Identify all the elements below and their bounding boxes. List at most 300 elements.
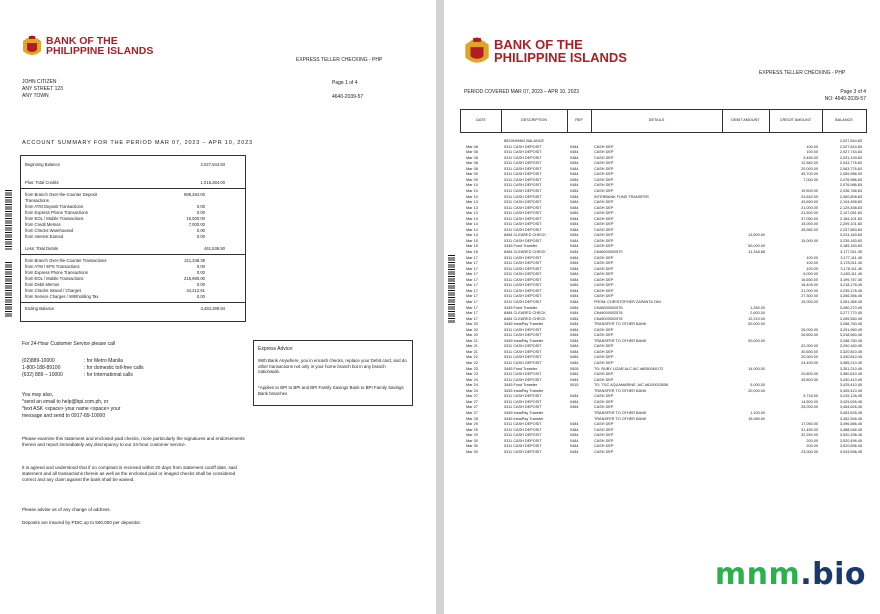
table-cell: 0484 [570, 255, 579, 260]
table-cell: 3,453,526.45 [839, 410, 862, 415]
bpi-crest-icon [22, 33, 42, 59]
table-row [460, 328, 865, 333]
column-header: DEBIT AMOUNT [731, 118, 760, 122]
table-cell: Mar 29 [466, 422, 478, 427]
summary-item-label: from Branch Over-the-Counter Deposit [25, 192, 97, 197]
table-cell: 0484 [570, 394, 579, 399]
table-cell: 0484 [570, 238, 579, 243]
table-row [460, 178, 865, 183]
table-cell: 0311 CASH DEPOSIT [504, 344, 542, 349]
table-cell: 0484 [570, 266, 579, 271]
table-row [460, 322, 865, 327]
total-credits-value: 1,016,284.00 [200, 180, 225, 185]
barcode-right [448, 255, 455, 323]
table-cell: 15,000.00 [801, 222, 818, 227]
beginning-balance-value: 2,027,544.83 [200, 162, 225, 167]
bank-name-line1: BANK OF THE [494, 37, 583, 52]
table-cell: 0311 CASH DEPOSIT [504, 261, 542, 266]
table-cell: 0311 CASH DEPOSIT [504, 349, 542, 354]
table-cell: 0484 [570, 222, 579, 227]
summary-item-value: 0.00 [196, 234, 205, 239]
table-cell: CASH DEP [594, 405, 614, 410]
table-cell: 3,290,160.45 [839, 344, 862, 349]
column-divider [822, 110, 823, 132]
table-cell: Mar 29 [466, 427, 478, 432]
table-cell: 49,800.00 [801, 377, 818, 382]
table-cell: 0484 [570, 144, 579, 149]
summary-item-label: from ATM / EPS Transactions [25, 264, 80, 269]
bank-name-line2: PHILIPPINE ISLANDS [494, 50, 627, 65]
summary-item-label: from Interest Earned [25, 234, 64, 239]
table-cell: 3445 InstaPay Transfer [504, 338, 544, 343]
table-cell: 2,031,194.83 [839, 155, 862, 160]
table-row [460, 361, 865, 366]
table-cell: 3,178,011.45 [840, 261, 862, 266]
bpi-logo [464, 34, 627, 68]
table-cell: 26,600.00 [801, 333, 818, 338]
summary-item [25, 294, 205, 300]
table-cell: 0311 CASH DEPOSIT [504, 183, 542, 188]
table-cell: CASH DEP [594, 333, 614, 338]
column-header: BALANCE [835, 118, 853, 122]
table-cell: 0311 CASH DEPOSIT [504, 222, 542, 227]
table-cell: 3,450.00 [803, 155, 818, 160]
table-cell: 0311 CASH DEPOSIT [504, 150, 542, 155]
table-row [460, 333, 865, 338]
table-cell: 24,400.00 [801, 361, 818, 365]
table-row [460, 450, 865, 455]
contact-line: You may also, [22, 392, 54, 398]
table-cell: Mar 08 [466, 155, 478, 160]
table-cell: CASH DEP [594, 266, 614, 271]
table-row [460, 433, 865, 438]
column-header: DATE [476, 118, 486, 122]
table-cell: Mar 30 [466, 449, 478, 454]
table-cell: 0484 [570, 311, 579, 316]
table-row [460, 400, 865, 405]
table-cell: CASH DEP [594, 294, 614, 299]
table-cell: 0311 CASH DEPOSIT [504, 355, 542, 360]
table-cell: 2,600.00 [750, 311, 765, 316]
table-cell: 0311 CASH DEPOSIT [504, 377, 542, 382]
table-cell: 45,700.00 [801, 172, 818, 177]
table-cell: 3,281,366.45 [839, 299, 862, 304]
table-row [460, 239, 865, 244]
summary-item-value: 215,980.00 [184, 276, 205, 281]
table-cell: 0311 CASH DEPOSIT [504, 211, 542, 216]
table-row [460, 422, 865, 427]
table-cell: 0484 [570, 449, 579, 454]
table-cell: 0311 CASH DEPOSIT [504, 188, 542, 193]
table-cell: Mar 08 [466, 166, 478, 171]
table-cell: CASH DEP [594, 344, 614, 349]
table-cell: Mar 29 [466, 433, 478, 438]
table-cell: 0311 CASH DEPOSIT [504, 227, 542, 232]
table-cell: 25,000.00 [801, 405, 818, 410]
table-cell: Mar 13 [466, 200, 478, 205]
table-cell: 8484 CLEARED CHECK [504, 316, 546, 321]
table-cell: 0311 CASH DEPOSIT [504, 216, 542, 221]
table-cell: 3,291,960.45 [839, 327, 862, 332]
watermark-text-b: .bio [800, 557, 866, 592]
table-cell: 0484 [570, 438, 579, 443]
table-cell: 0484 [570, 294, 579, 299]
summary-item-label: from Service Charges / Withholding Tax [25, 294, 99, 299]
table-cell: Mar 21 [466, 344, 478, 349]
table-cell: 3445 Fund Transfer [504, 244, 538, 249]
summary-item-label: from Checks Issued / Charges [25, 288, 82, 293]
summary-item-value: 988,284.00 [184, 192, 205, 197]
table-cell: 3,340,810.45 [839, 355, 862, 360]
account-type: EXPRESS TELLER CHECKING - PHP [759, 70, 846, 76]
table-cell: 0311 CASH DEPOSIT [504, 433, 542, 438]
table-cell: Mar 17 [466, 261, 478, 266]
table-cell: 0311 CASH DEPOSIT [504, 144, 542, 149]
table-cell: 100.00 [806, 261, 818, 266]
phone-desc: : for International calls [84, 372, 133, 378]
table-cell: 0311 CASH DEPOSIT [504, 255, 542, 260]
ending-balance-value: 3,484,289.84 [200, 306, 225, 311]
phone-row [22, 358, 242, 365]
bank-name-line1: BANK OF THE [46, 34, 118, 47]
table-cell: 3,280,270.45 [839, 305, 862, 310]
table-cell: CASH DEP [594, 377, 614, 382]
transaction-table-header [460, 109, 867, 133]
table-row [460, 167, 865, 172]
table-cell: Mar 08 [466, 144, 478, 149]
table-cell: Mar 08 [466, 150, 478, 155]
table-cell: 32,250.00 [801, 433, 818, 438]
table-cell: Mar 23 [466, 366, 478, 371]
table-cell: Mar 17 [466, 277, 478, 282]
table-cell: CASH DEP [594, 427, 614, 432]
table-cell: 3,277,770.45 [839, 311, 862, 316]
table-cell: 2,027,644.83 [839, 144, 862, 149]
table-cell: 0484 [570, 444, 579, 449]
table-cell: 0484 [570, 427, 579, 432]
summary-item-label: Transactions [25, 198, 49, 203]
table-cell: 2,060,808.83 [839, 194, 862, 199]
table-cell: 0311 CASH DEPOSIT [504, 438, 542, 443]
table-row [460, 161, 865, 166]
table-cell: 0311 CASH DEPOSIT [504, 299, 542, 304]
table-cell: 2,036,786.83 [839, 188, 862, 193]
table-cell: 0484 [570, 344, 579, 349]
table-cell: 50,000.00 [748, 244, 765, 249]
summary-item-value: 0.00 [196, 228, 205, 233]
table-cell: 30,650.00 [801, 349, 818, 354]
table-cell: Mar 30 [466, 438, 478, 443]
table-cell: 3,177,111.45 [840, 255, 862, 260]
table-cell: Mar 24 [466, 377, 478, 382]
table-cell: 0311 CASH DEPOSIT [504, 172, 542, 177]
table-cell: 27,300.00 [801, 294, 818, 299]
table-cell: 0484 [570, 333, 579, 338]
table-cell: 3,239,176.45 [839, 288, 862, 293]
table-cell: 3,405,410.45 [839, 388, 862, 393]
table-row [460, 261, 865, 266]
phone-number: (632) 889 – 10000 [22, 372, 63, 378]
table-row [460, 339, 865, 344]
table-row [460, 244, 865, 249]
summary-item-value: 0.00 [196, 294, 205, 299]
table-cell: 0484 [570, 205, 579, 210]
table-cell: 12,582.00 [801, 161, 818, 166]
table-row [460, 300, 865, 305]
table-cell: 0311 CASH DEPOSIT [504, 205, 542, 210]
note-paragraph: Please advise us of any change of address. [22, 507, 111, 512]
table-cell: Mar 10 [466, 194, 478, 199]
table-cell: Mar 09 [466, 172, 478, 177]
table-cell: 14,000.00 [748, 366, 765, 371]
table-cell: Mar 15 [466, 238, 478, 243]
table-cell: 0311 CASH DEPOSIT [504, 272, 542, 277]
table-cell: CASH DEP [594, 349, 614, 354]
note-paragraph: Deposits are insured by PDIC up to 500,000 per depositor. [22, 520, 141, 525]
table-cell: 0484 [570, 183, 579, 188]
table-cell: 3,183,111.45 [840, 272, 862, 277]
table-cell: Mar 27 [466, 399, 478, 404]
barcode-left [5, 190, 12, 250]
column-header: DESCRIPTION [521, 118, 547, 122]
table-cell: 7,000.00 [803, 177, 818, 182]
table-row [460, 217, 865, 222]
table-cell: Mar 21 [466, 349, 478, 354]
table-cell: 2,043,776.83 [839, 161, 862, 166]
table-cell: 3,189,183.83 [839, 244, 862, 249]
table-row [460, 156, 865, 161]
table-cell: 0484 [570, 216, 579, 221]
table-cell: 0311 CASH DEPOSIT [504, 283, 542, 288]
table-row [460, 289, 865, 294]
table-cell: 3445 InstaPay Transfer [504, 388, 544, 393]
table-cell: 0311 CASH DEPOSIT [504, 288, 542, 293]
bpi-logo [22, 33, 153, 59]
table-cell: Mar 10 [466, 183, 478, 188]
page-label: Page 3 of 4 [840, 89, 866, 95]
table-cell: 2,069,986.00 [839, 172, 862, 177]
table-cell: 2,147,051.83 [839, 211, 862, 216]
table-cell: 14,500.00 [801, 399, 818, 404]
table-row [460, 172, 865, 177]
table-cell: TO: RUBY LIZAR ALC AIC #8050060172 [594, 366, 664, 371]
table-cell: 0484 [570, 322, 579, 327]
transaction-table-body [460, 139, 865, 469]
table-cell: 2,184,101.83 [839, 216, 862, 221]
table-cell: 0015 [570, 383, 579, 388]
table-row [460, 145, 865, 150]
table-cell: TRANSFER TO OTHER BANK [594, 388, 647, 393]
table-cell: 0484 [570, 405, 579, 410]
summary-item-label: from Express Phone Transactions [25, 270, 88, 275]
table-cell: CASH DEP [594, 327, 614, 332]
summary-item-value: 34,212.61 [186, 288, 205, 293]
table-cell: CASH DEP [594, 433, 614, 438]
column-divider [501, 110, 502, 132]
table-cell: TRANSFER TO OTHER BANK [594, 410, 647, 415]
table-cell: CASH DEP [594, 399, 614, 404]
table-cell: TRANSFER TO OTHER BANK [594, 322, 647, 327]
column-divider [591, 110, 592, 132]
table-cell: 3,239,183.83 [839, 238, 862, 243]
table-cell: 3,520,496.45 [839, 438, 862, 443]
table-cell: CASH DEP [594, 244, 614, 249]
table-cell: 3445 InstaPay Transfer [504, 322, 544, 327]
table-cell: 2,125,458.83 [839, 205, 862, 210]
table-cell: 0311 CASH DEPOSIT [504, 177, 542, 182]
table-cell: Mar 22 [466, 355, 478, 360]
table-cell: 26,000.00 [801, 327, 818, 332]
table-cell: Mar 17 [466, 294, 478, 299]
table-cell: 9,716.00 [803, 394, 818, 399]
summary-item-label: from Credit Memos [25, 222, 61, 227]
table-row [460, 350, 865, 355]
customer-name: JOHN CITIZEN [22, 79, 57, 85]
table-cell: 0484 [570, 244, 579, 249]
table-row [460, 256, 865, 261]
table-cell: 100.00 [806, 150, 818, 155]
table-cell: 0484 [570, 150, 579, 155]
column-divider [769, 110, 770, 132]
table-cell: 20,000.00 [801, 355, 818, 360]
table-cell: 3,425,410.45 [839, 383, 862, 388]
table-cell: 28,982.00 [801, 227, 818, 232]
table-cell: 0484 [570, 233, 579, 238]
table-cell: 3,488,046.45 [839, 427, 862, 432]
total-debits-label: Less: Total Debits [25, 246, 58, 251]
table-cell: 0311 CASH DEPOSIT [504, 449, 542, 454]
statement-page-3 [444, 0, 880, 614]
table-cell: 0484 [570, 316, 579, 321]
table-row [460, 228, 865, 233]
table-cell: 3,178,111.45 [840, 266, 862, 271]
table-cell: Mar 17 [466, 272, 478, 277]
table-cell: 0311 CASH DEPOSIT [504, 372, 542, 377]
table-row [460, 428, 865, 433]
table-cell: 2,237,883.83 [839, 227, 862, 232]
table-row [460, 250, 865, 255]
table-cell: 1,100.00 [750, 410, 765, 415]
table-cell: CASH DEP [594, 188, 614, 193]
table-cell: CASH DEP [594, 283, 614, 288]
table-cell: Mar 20 [466, 333, 478, 338]
table-cell: CASH DEP [594, 272, 614, 277]
table-cell: CASH DEP [594, 216, 614, 221]
summary-item-label: from EOL / Mobile Transactions [25, 276, 84, 281]
table-cell: Mar 16 [466, 250, 478, 254]
table-cell: 0505 [570, 366, 579, 371]
table-cell: 0484 [570, 272, 579, 277]
total-credits-label: Plus: Total Credits [25, 180, 59, 185]
table-cell: INTERBANK FUND TRANSFER [594, 194, 649, 199]
table-cell: CASH DEP [594, 238, 614, 243]
table-cell: CASH DEP [594, 438, 614, 443]
table-cell: CASH DEP [594, 288, 614, 293]
table-cell: Mar 30 [466, 444, 478, 449]
table-row [460, 233, 865, 238]
table-cell: Mar 13 [466, 205, 478, 210]
beginning-balance-label: Beginning Balance [25, 162, 60, 167]
table-cell: 3,943,596.45 [839, 449, 862, 454]
table-cell: 0484 [570, 261, 579, 266]
table-row [460, 389, 865, 394]
table-cell: Mar 20 [466, 327, 478, 332]
table-cell: 3,429,626.45 [839, 399, 862, 404]
table-cell: CASH DEP [594, 155, 614, 160]
table-cell: 8484 CLEARED CHECK [504, 250, 546, 254]
table-cell: 0484 [570, 361, 579, 365]
column-header: CREDIT AMOUNT [779, 118, 812, 122]
table-row [460, 206, 865, 211]
statement-page-1 [0, 0, 436, 614]
table-cell: CASH DEP [594, 372, 614, 377]
table-cell: 20,000.00 [801, 166, 818, 171]
phone-desc: : for domestic toll-free calls [84, 365, 144, 371]
table-cell: Mar 17 [466, 255, 478, 260]
table-cell: 0484 [570, 250, 579, 254]
table-cell: 3,320,810.45 [839, 349, 862, 354]
table-cell: 0484 [570, 288, 579, 293]
table-cell: CASH DEP [594, 222, 614, 227]
table-cell: TO: TGC AQUAMARINE, AIC #8100003556 [594, 383, 669, 388]
table-cell: 0484 [570, 200, 579, 205]
table-cell: 0311 CASH DEPOSIT [504, 166, 542, 171]
table-cell: Mar 13 [466, 211, 478, 216]
table-cell: 0311 CASH DEPOSIT [504, 155, 542, 160]
table-cell: 0311 CASH DEPOSIT [504, 427, 542, 432]
express-advice-box [253, 340, 413, 406]
table-cell: 0484 [570, 422, 579, 427]
table-row [460, 367, 865, 372]
table-cell: 0484 [570, 299, 579, 304]
watermark-text-a: mnm [714, 557, 801, 592]
table-cell: CASH DEP [594, 422, 614, 427]
advice-note: *Applies to BPI to BPI and BPI Family Savings Bank to BPI Family Savings Bank branches [258, 385, 404, 396]
table-cell: 3,265,560.45 [839, 316, 862, 321]
summary-item-label: from Checks Warehoused [25, 228, 74, 233]
table-row [460, 211, 865, 216]
table-cell: 3,351,210.45 [839, 366, 862, 371]
table-cell: 0311 CASH DEPOSIT [504, 394, 542, 399]
table-cell: 0484 [570, 194, 579, 199]
table-cell: 5,000.00 [750, 383, 765, 388]
column-header: REF [575, 118, 583, 122]
table-cell: 100.00 [806, 144, 818, 149]
table-cell: 0484 [570, 283, 579, 288]
table-cell: 19,500.00 [801, 188, 818, 193]
table-cell: 3,266,366.45 [839, 294, 862, 299]
table-row [460, 150, 865, 155]
table-cell: 0484 [570, 377, 579, 382]
table-row [460, 439, 865, 444]
table-cell: 3445 InstaPay Transfer [504, 410, 544, 415]
table-cell: 0484 [570, 277, 579, 282]
summary-item-value: 0.00 [196, 270, 205, 275]
table-cell: CASH DEP [594, 166, 614, 171]
table-cell: 3,452,546.45 [839, 416, 862, 421]
table-cell: 2,063,776.83 [839, 166, 862, 171]
table-cell: CASH DEP [594, 227, 614, 232]
table-cell: 24,642.00 [801, 194, 818, 199]
table-cell: 1,260.00 [750, 305, 765, 310]
table-cell: CASH DEP [594, 233, 614, 238]
table-cell: 18,405.00 [801, 283, 818, 288]
table-cell: Mar 13 [466, 216, 478, 221]
phone-number: (02)889-10000 [22, 358, 55, 364]
table-row [460, 283, 865, 288]
summary-item-value: 0.00 [196, 210, 205, 215]
table-cell: Mar 17 [466, 305, 478, 310]
